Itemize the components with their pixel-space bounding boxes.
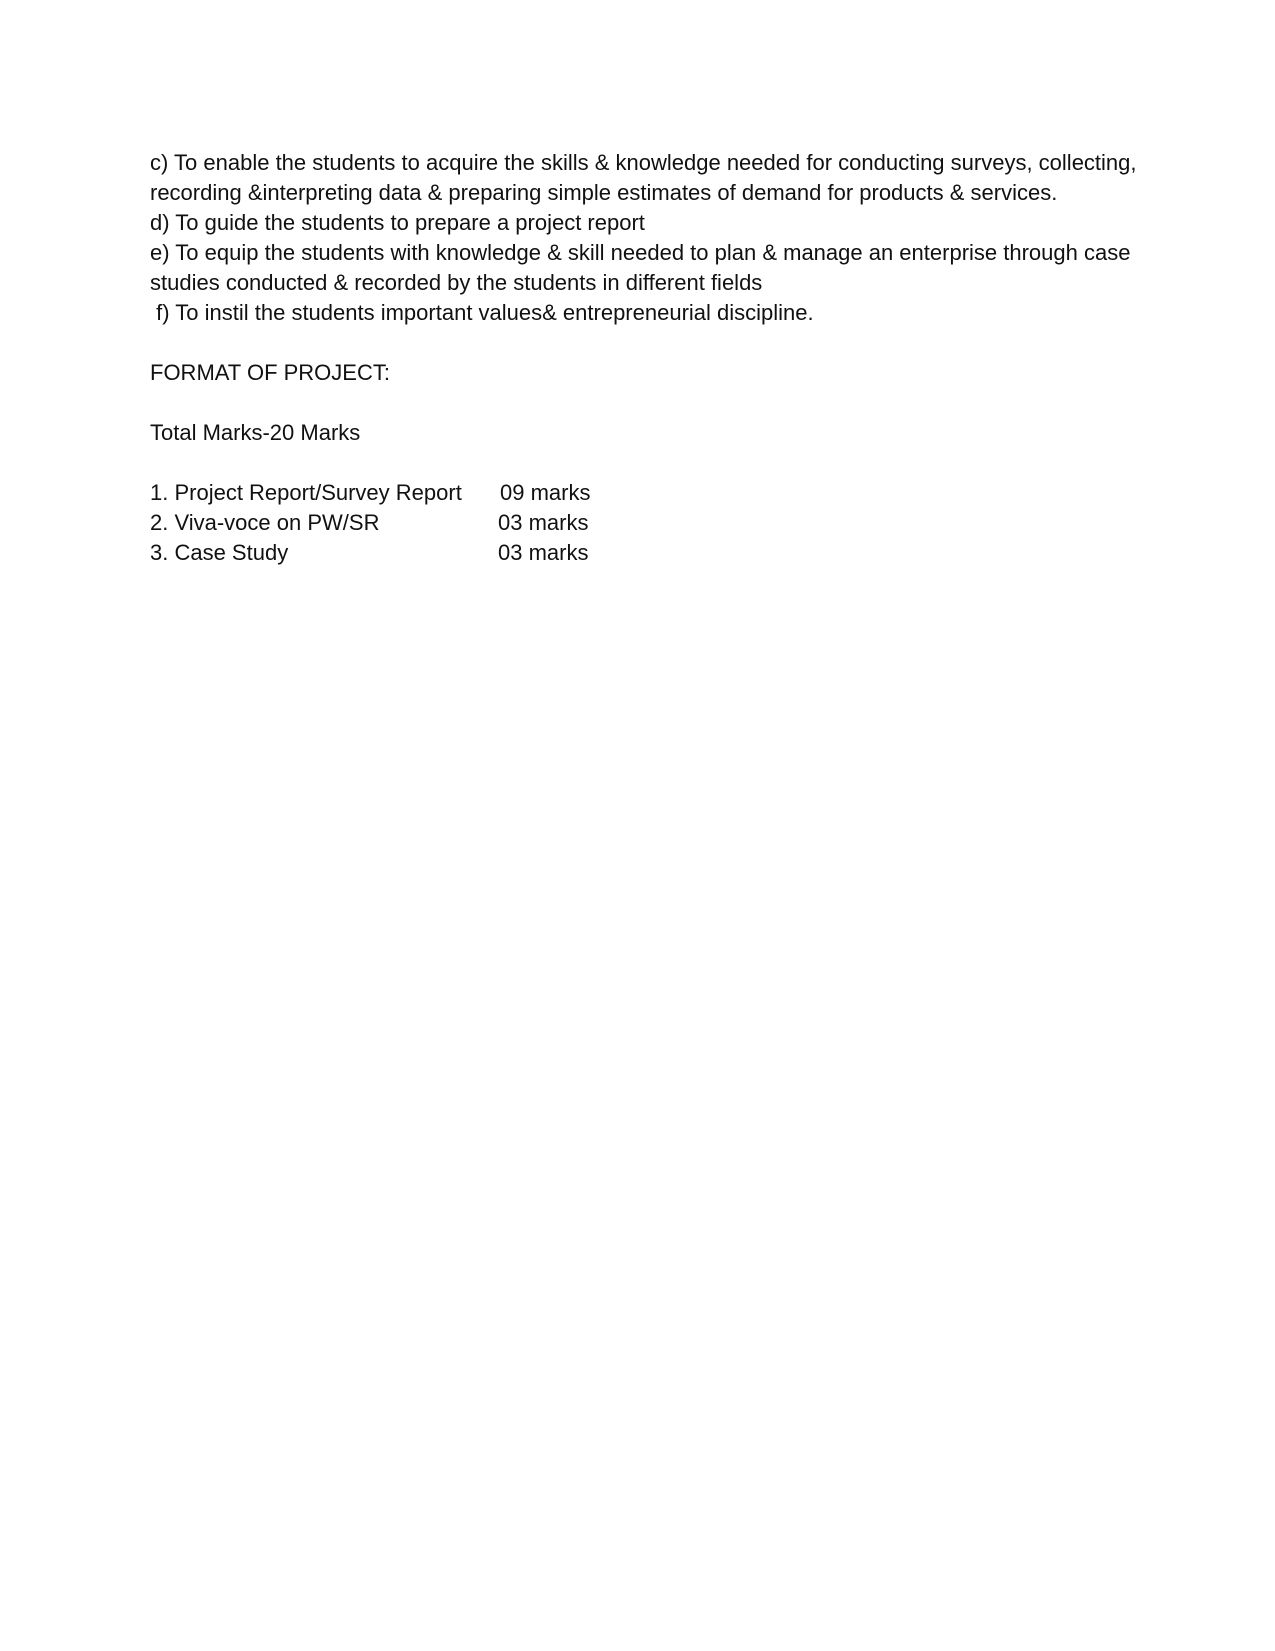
format-heading: FORMAT OF PROJECT: xyxy=(150,360,390,385)
marks-label: 1. Project Report/Survey Report xyxy=(150,480,462,505)
marks-row xyxy=(150,478,1140,508)
marks-list xyxy=(150,478,1140,568)
marks-row xyxy=(150,538,1140,568)
marks-value: 09 marks xyxy=(500,480,591,505)
objective-f: f) To instil the students important values& entrepreneurial discipline. xyxy=(150,300,814,325)
marks-label: 3. Case Study xyxy=(150,540,289,565)
objective-e: e) To equip the students with knowledge & skill needed to plan & manage an enterprise through case studies conducted & recorded by the students in different fields xyxy=(150,240,1137,295)
total-marks: Total Marks-20 Marks xyxy=(150,420,361,445)
marks-label: 2. Viva-voce on PW/SR xyxy=(150,510,380,535)
document-page xyxy=(150,148,1143,568)
objective-d: d) To guide the students to prepare a project report xyxy=(150,210,645,235)
objective-c: c) To enable the students to acquire the skills & knowledge needed for conducting surveys, collecting, recording &interpreting data & preparing simple estimates of demand for products & services. xyxy=(150,150,1143,205)
marks-value: 03 marks xyxy=(498,540,589,565)
marks-row xyxy=(150,508,1140,538)
marks-value: 03 marks xyxy=(498,510,589,535)
objectives-list xyxy=(150,148,1143,328)
